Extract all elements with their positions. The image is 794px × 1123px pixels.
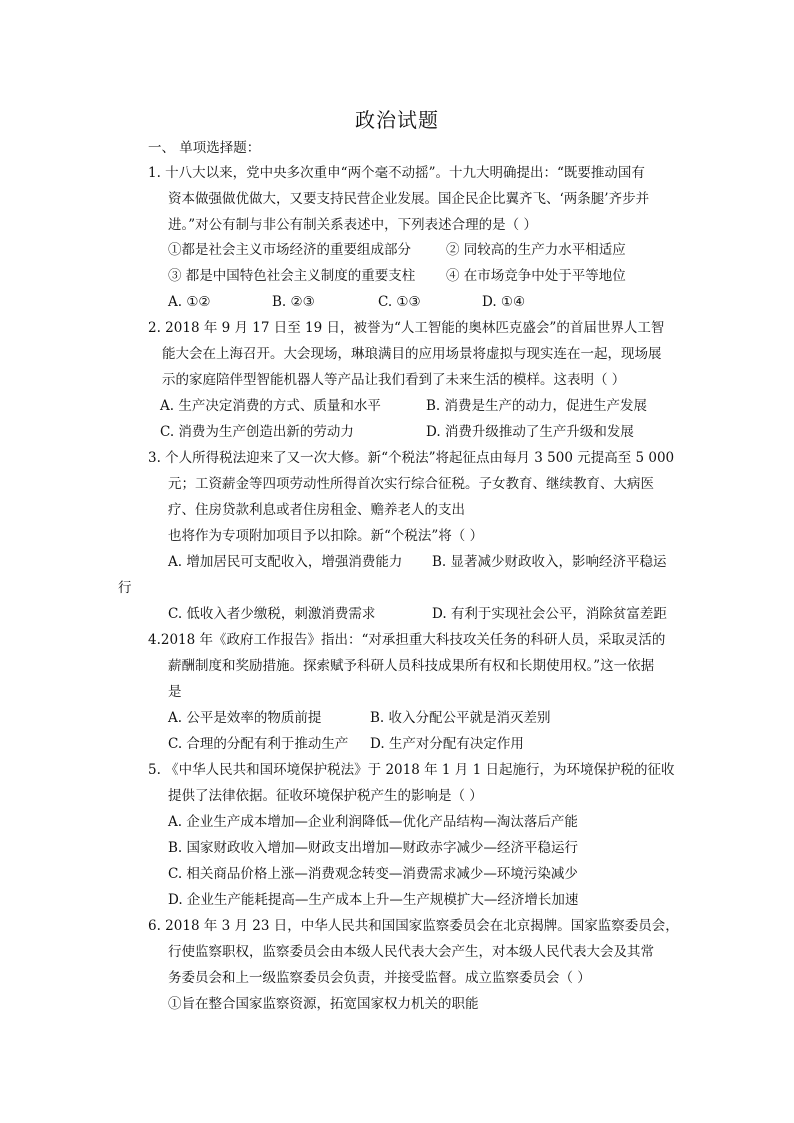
question-1-stem-line-1: 1. 十八大以来，党中央多次重申“两个毫不动摇”。十九大明确提出：“既要推动国有 xyxy=(148,165,645,181)
question-5-stem-line-2: 提供了法律依据。征收环境保护税产生的影响是（ ） xyxy=(168,788,483,804)
question-1-statement-2: ② 同较高的生产力水平相适应 xyxy=(446,242,626,258)
question-6-statement-1: ①旨在整合国家监察资源，拓宽国家权力机关的职能 xyxy=(168,996,479,1012)
question-2-option-c: C. 消费为生产创造出新的劳动力 xyxy=(160,424,354,440)
question-4-stem-line-1: 4.2018 年《政府工作报告》指出：“对承担重大科技攻关任务的科研人员，采取灵活的 xyxy=(148,632,666,648)
question-4-option-d: D. 生产对分配有决定作用 xyxy=(370,736,524,752)
question-2-stem-line-1: 2. 2018 年 9 月 17 日至 19 日，被誉为“人工智能的奥林匹克盛会”的首届世界人工智 xyxy=(148,320,665,336)
question-4-stem-line-2: 薪酬制度和奖励措施。探索赋予科研人员科技成果所有权和长期使用权。”这一依据 xyxy=(168,658,655,674)
question-3-stem-line-1: 3. 个人所得税法迎来了又一次大修。新“个税法”将起征点由每月 3 500 元提高至 5 000 xyxy=(148,450,675,466)
question-3-option-c: C. 低收入者少缴税，刺激消费需求 xyxy=(168,606,376,622)
question-2-option-a: A. 生产决定消费的方式、质量和水平 xyxy=(160,398,381,414)
question-4-option-c: C. 合理的分配有利于推动生产 xyxy=(168,736,349,752)
question-3-option-d: D. 有利于实现社会公平，消除贫富差距 xyxy=(432,606,667,622)
section-heading: 一、 单项选择题： xyxy=(148,140,261,156)
question-2-stem-line-3: 示的家庭陪伴型智能机器人等产品让我们看到了未来生活的模样。这表明（ ） xyxy=(162,372,626,388)
question-3-option-b-wrap: 行 xyxy=(118,580,132,596)
question-1-statement-1: ①都是社会主义市场经济的重要组成部分 xyxy=(168,242,411,258)
question-6-stem-line-3: 务委员会和上一级监察委员会负责，并接受监督。成立监察委员会（ ） xyxy=(168,970,591,986)
question-3-option-b: B. 显著减少财政收入，影响经济平稳运 xyxy=(432,554,667,570)
question-1-stem-line-3: 进。”对公有制与非公有制关系表述中，下列表述合理的是（ ） xyxy=(168,217,537,233)
question-3-stem-line-3: 疗、住房贷款利息或者住房租金、赡养老人的支出 xyxy=(168,502,465,518)
question-3-stem-line-4: 也将作为专项附加项目予以扣除。新“个税法”将（ ） xyxy=(168,528,484,544)
question-4-stem-line-3: 是 xyxy=(168,684,182,700)
question-5-option-c: C. 相关商品价格上涨—消费观念转变—消费需求减少—环境污染减少 xyxy=(168,866,578,882)
question-1-stem-line-2: 资本做强做优做大，又要支持民营企业发展。国企民企比翼齐飞、‘两条腿’齐步并 xyxy=(168,191,650,207)
question-6-stem-line-1: 6. 2018 年 3 月 23 日，中华人民共和国国家监察委员会在北京揭牌。国家监察委员会， xyxy=(148,918,679,934)
question-2-option-d: D. 消费升级推动了生产升级和发展 xyxy=(426,424,634,440)
question-5-option-d: D. 企业生产能耗提高—生产成本上升—生产规模扩大—经济增长加速 xyxy=(168,892,579,908)
question-1-option-d: D. ①④ xyxy=(482,294,526,310)
question-3-stem-line-2: 元；工资薪金等四项劳动性所得首次实行综合征税。子女教育、继续教育、大病医 xyxy=(168,476,654,492)
question-1-option-b: B. ②③ xyxy=(272,294,315,310)
question-1-option-c: C. ①③ xyxy=(378,294,421,310)
question-6-stem-line-2: 行使监察职权，监察委员会由本级人民代表大会产生，对本级人民代表大会及其常 xyxy=(168,944,654,960)
question-4-option-a: A. 公平是效率的物质前提 xyxy=(168,710,322,726)
question-5-option-b: B. 国家财政收入增加—财政支出增加—财政赤字减少—经济平稳运行 xyxy=(168,840,579,856)
question-4-option-b: B. 收入分配公平就是消灭差别 xyxy=(370,710,551,726)
question-5-stem-line-1: 5. 《中华人民共和国环境保护税法》于 2018 年 1 月 1 日起施行，为环境保护税的征收 xyxy=(148,762,675,778)
question-1-statement-4: ④ 在市场竞争中处于平等地位 xyxy=(446,268,626,284)
question-1-option-a: A. ①② xyxy=(168,294,211,310)
question-2-option-b: B. 消费是生产的动力，促进生产发展 xyxy=(426,398,648,414)
page-title: 政治试题 xyxy=(355,108,439,132)
question-1-statement-3: ③ 都是中国特色社会主义制度的重要支柱 xyxy=(168,268,416,284)
question-3-option-a: A. 增加居民可支配收入，增强消费能力 xyxy=(168,554,403,570)
question-5-option-a: A. 企业生产成本增加—企业利润降低—优化产品结构—淘汰落后产能 xyxy=(168,814,578,830)
question-2-stem-line-2: 能大会在上海召开。大会现场，琳琅满目的应用场景将虚拟与现实连在一起，现场展 xyxy=(162,346,662,362)
